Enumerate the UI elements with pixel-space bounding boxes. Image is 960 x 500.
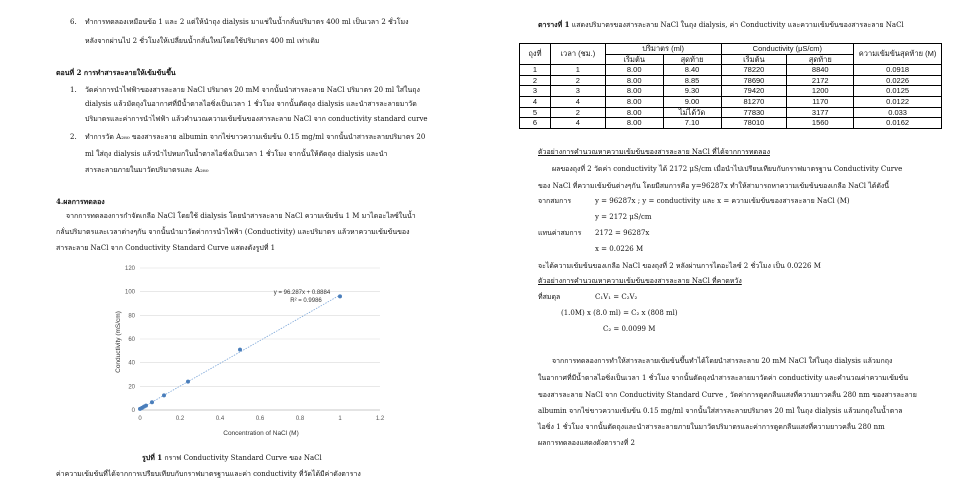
cell-volume-start: 8.00 — [605, 96, 663, 107]
header-volume-end: สุดท้าย — [663, 54, 721, 65]
results-table — [519, 43, 942, 129]
cell-time: 1 — [550, 65, 605, 76]
part-2-heading: ตอนที่ 2 การทำสารละลายให้เข้มข้นขึ้น — [56, 68, 176, 77]
cell-conductivity-end: 1560 — [787, 118, 854, 129]
header-bag: ถุงที่ — [520, 44, 551, 65]
data-point — [338, 294, 342, 298]
cell-volume-start: 8.00 — [605, 65, 663, 76]
cell-conductivity-end: 1200 — [787, 86, 854, 97]
table-1-title-text: แสดงปริมาตรของสารละลาย NaCl ในถุง dialysis, ค่า Conductivity และความเข้มข้นของสารละลาย NaCl — [569, 21, 904, 29]
calc-2-heading: ตัวอย่างการคำนวณหาความเข้มข้นของสารละลาย NaCl ที่คาดหวัง — [538, 277, 742, 285]
final-paragraph-line-4: albumin จากไข่ขาวความเข้มข้น 0.15 mg/ml จากนั้นใส่สารละลายปริมาตร 20 ml ในถุง dialysis แล้วมกถุงในน้ำตาล — [538, 407, 903, 415]
chart-trendline-group — [140, 295, 340, 409]
figure-1-caption — [142, 454, 322, 462]
table-header-row-1 — [520, 44, 942, 55]
results-paragraph-line-2: กลั่นปริมาตรและเวลาต่างๆกัน จากนั้นนำมาวัดค่าการนำไฟฟ้า (Conductivity) และปริมาตร แล้วหาความเข้มข้นของ — [56, 228, 410, 236]
formula-line-3: C₂ = 0.0099 M — [603, 325, 656, 333]
calc-1-paragraph-line-1: ผลของถุงที่ 2 วัดค่า conductivity ได้ 2172 μS/cm เมื่อนำไปเปรียบเทียบกับกราฟมาตรฐาน Conductivity Curve — [552, 165, 903, 173]
data-point — [150, 400, 154, 404]
y-axis-title: Conductivity (mS/cm) — [115, 311, 122, 373]
table-row — [520, 86, 942, 97]
table-row — [520, 65, 942, 76]
results-paragraph-line-3: สารละลาย NaCl จาก Conductivity Standard Curve แสดงดังรูปที่ 1 — [56, 244, 276, 252]
cell-conductivity-end: 8840 — [787, 65, 854, 76]
calc-1-heading: ตัวอย่างการคำนวณหาความเข้มข้นของสารละลาย NaCl ที่ได้จากการทดลอง — [538, 148, 770, 156]
x-axis-title: Concentration of NaCl (M) — [223, 430, 299, 437]
x-tick-label: 1.2 — [375, 416, 385, 422]
step-6-line-2: หลังจากผ่านไป 2 ชั่วโมงให้เปลี่ยนน้ำกลั่นใหม่โดยใช้ปริมาตร 400 ml เท่าเดิม — [85, 37, 320, 45]
x-tick-label: 0.8 — [295, 416, 305, 422]
x-tick-label: 0.2 — [175, 416, 185, 422]
trendline — [140, 295, 340, 409]
cell-conductivity-start: 79420 — [721, 86, 787, 97]
part-2-item-2-number: 2. — [70, 133, 77, 141]
header-conductivity-end: สุดท้าย — [787, 54, 854, 65]
cell-bag: 4 — [520, 96, 551, 107]
cell-bag: 1 — [520, 65, 551, 76]
trendline-equation-label: y = 96.287x + 0.8884 — [273, 290, 331, 296]
calc-1-paragraph-line-2: ของ NaCl ที่ความเข้มข้นต่างๆกัน โดยมีสมการคือ y=96287x ทำให้สามารถหาความเข้มข้นของเกลือ NaCl ได้ดังนี้ — [538, 182, 890, 190]
cell-volume-start: 8.00 — [605, 107, 663, 118]
substitute-label: แทนค่าสมการ — [538, 229, 582, 237]
cell-final-concentration: 0.0226 — [854, 75, 942, 86]
final-paragraph-line-2: ในอากาศที่มีน้ำตาลไอซิ่งเป็นเวลา 1 ชั่วโมง จากนั้นตัดถุงนำสารละลายมาวัดค่า conductivity และคำนวณค่าความเข้มข้น — [538, 374, 909, 382]
formula-line-2: (1.0M) x (8.0 ml) = C₂ x (808 ml) — [561, 309, 678, 317]
cell-conductivity-end: 3177 — [787, 107, 854, 118]
part-2-item-2-line-3: สารละลายภายในมาวัดปริมาตรและ A₂₈₀ — [85, 166, 209, 174]
figure-1-caption-text: กราฟ Conductivity Standard Curve ของ NaCl — [162, 454, 322, 462]
y-tick-label: 100 — [124, 289, 135, 296]
table-1-title — [538, 21, 904, 29]
from-equation-value: y = 96287x ; y = conductivity และ x = ความเข้มข้นของสารละลาย NaCl (M) — [595, 197, 850, 205]
final-paragraph-line-1: จากการทดลองการทำให้สารละลายเข้มข้นขึ้นทำได้โดยนำสารละลาย 20 mM NaCl ใส่ในถุง dialysis แล้วมกถุง — [552, 357, 893, 365]
header-volume-start: เริ่มต้น — [605, 54, 663, 65]
part-2-item-2-line-1: ทำการวัด A₂₈₀ ของสารละลาย albumin จากไข่ขาวความเข้มข้น 0.15 mg/ml จากนั้นนำสารละลายปริมาตร 20 — [85, 133, 426, 141]
cell-conductivity-end: 1170 — [787, 96, 854, 107]
y-tick-label: 80 — [128, 313, 135, 320]
cell-final-concentration: 0.0122 — [854, 96, 942, 107]
header-final-concentration: ความเข้มข้นสุดท้าย (M) — [854, 44, 942, 65]
cell-bag: 6 — [520, 118, 551, 129]
cell-time: 2 — [550, 75, 605, 86]
from-equation-label: จากสมการ — [538, 197, 572, 205]
cell-volume-end: 7.10 — [663, 118, 721, 129]
cell-volume-end: ไม่ได้วัด — [663, 107, 721, 118]
cell-time: 3 — [550, 86, 605, 97]
table-row — [520, 118, 942, 129]
table-row — [520, 75, 942, 86]
cell-conductivity-start: 77830 — [721, 107, 787, 118]
cell-conductivity-start: 78220 — [721, 65, 787, 76]
y-tick-label: 20 — [128, 384, 135, 391]
cell-bag: 3 — [520, 86, 551, 97]
results-heading: 4.ผลการทดลอง — [56, 197, 105, 206]
x-tick-label: 0.4 — [215, 416, 225, 422]
cell-bag: 2 — [520, 75, 551, 86]
chart-data-points — [138, 294, 342, 411]
y-tick-label: 40 — [128, 360, 135, 367]
conductivity-standard-curve-chart — [112, 258, 388, 438]
step-6-number: 6. — [70, 18, 77, 26]
cell-conductivity-end: 2172 — [787, 75, 854, 86]
cell-conductivity-start: 81270 — [721, 96, 787, 107]
header-conductivity-start: เริ่มต้น — [721, 54, 787, 65]
r-squared-label: R² = 0.9986 — [290, 298, 322, 304]
cell-final-concentration: 0.0162 — [854, 118, 942, 129]
cell-time: 4 — [550, 96, 605, 107]
final-paragraph-line-5: ไอซิ่ง 1 ชั่วโมง จากนั้นตัดถุงและนำสารละลายภายในมาวัดปริมาตรและค่าการดูดกลืนแสงที่ความยาวคลื่น 280 nm — [538, 423, 885, 431]
y-tick-label: 120 — [124, 266, 135, 272]
figure-1-caption-label: รูปที่ 1 — [142, 453, 163, 462]
formula-label: ที่สมดุล — [538, 293, 561, 301]
cell-conductivity-start: 78690 — [721, 75, 787, 86]
header-time: เวลา (ชม.) — [550, 44, 605, 65]
header-volume: ปริมาตร (ml) — [605, 44, 721, 55]
cell-volume-end: 8.40 — [663, 65, 721, 76]
calc-1-conclusion: จะได้ความเข้มข้นของเกลือ NaCl ของถุงที่ 2 หลังผ่านการไดอะไลซ์ 2 ชั่วโมง เป็น 0.0226 M — [538, 262, 821, 270]
data-point — [238, 348, 242, 352]
data-point — [162, 393, 166, 397]
cell-volume-end: 9.30 — [663, 86, 721, 97]
y-tick-label: 0 — [131, 408, 135, 414]
cell-volume-start: 8.00 — [605, 118, 663, 129]
header-conductivity: Conductivity (μS/cm) — [721, 44, 854, 55]
results-paragraph-line-1: จากการทดลองการกำจัดเกลือ NaCl โดยใช้ dialysis โดยนำสารละลาย NaCl ความเข้มข้น 1 M มาไดอะไลซ์ในน้ำ — [66, 212, 416, 220]
x-tick-label: 0.6 — [255, 416, 265, 422]
x-value: x = 0.0226 M — [595, 245, 644, 253]
cell-conductivity-start: 78010 — [721, 118, 787, 129]
cell-final-concentration: 0.0918 — [854, 65, 942, 76]
cell-volume-start: 8.00 — [605, 86, 663, 97]
cell-volume-end: 8.85 — [663, 75, 721, 86]
formula-line-1: C₁V₁ = C₂V₂ — [595, 293, 638, 301]
table-1-title-label: ตารางที่ 1 — [538, 20, 570, 29]
x-tick-label: 1 — [338, 416, 342, 422]
step-6-line-1: ทำการทดลองเหมือนข้อ 1 และ 2 แต่ให้นำถุง dialysis มาแช่ในน้ำกลั่นปริมาตร 400 ml เป็นเวลา 2 ชั่วโมง — [85, 18, 409, 26]
part-2-item-1-line-2: dialysis แล้วมัดถุงในอากาศที่มีน้ำตาลไอซิ่งเป็นเวลา 1 ชั่วโมง จากนั้นตัดถุง dialysis และนำสารละลายมาวัด — [85, 100, 417, 108]
cell-final-concentration: 0.0125 — [854, 86, 942, 97]
table-row — [520, 96, 942, 107]
table-row — [520, 107, 942, 118]
y-value: y = 2172 μS/cm — [595, 213, 652, 221]
y-tick-label: 60 — [128, 337, 135, 343]
final-paragraph-line-6: ผลการทดลองแสดงดังตารางที่ 2 — [538, 439, 635, 447]
part-2-item-1-line-1: วัดค่าการนำไฟฟ้าของสารละลาย NaCl ปริมาตร 20 mM จากนั้นนำสารละลาย NaCl ปริมาตร 20 ml ใส่ในถุง — [85, 86, 420, 94]
part-2-item-2-line-2: ml ใส่ถุง dialysis แล้วนำไปหมกในน้ำตาลไอซิ่งเป็นเวลา 1 ชั่วโมง จากนั้นให้ตัดถุง dialysis และนำ — [85, 150, 388, 158]
cell-volume-start: 8.00 — [605, 75, 663, 86]
after-figure-text: ค่าความเข้มข้นที่ได้จากการเปรียบเทียบกับกราฟมาตรฐานและค่า conductivity ที่วัดได้มีค่าดังตาราง — [56, 470, 361, 478]
data-point — [186, 380, 190, 384]
final-paragraph-line-3: ของสารละลาย NaCl จาก Conductivity Standard Curve , วัดค่าการดูดกลืนแสงที่ความยาวคลื่น 280 nm ของสารละลาย — [538, 391, 917, 399]
x-tick-label: 0 — [138, 416, 142, 422]
part-2-item-1-line-3: ปริมาตรและค่าการนำไฟฟ้า แล้วคำนวณความเข้มข้นของสารละลาย NaCl จาก conductivity standard curve — [85, 115, 428, 123]
data-point — [144, 404, 148, 408]
cell-bag: 5 — [520, 107, 551, 118]
part-2-item-1-number: 1. — [70, 86, 77, 94]
cell-volume-end: 9.00 — [663, 96, 721, 107]
cell-time: 2 — [550, 107, 605, 118]
cell-final-concentration: 0.033 — [854, 107, 942, 118]
cell-time: 4 — [550, 118, 605, 129]
substitute-value: 2172 = 96287x — [595, 229, 650, 237]
chart-tick-labels — [125, 266, 385, 422]
